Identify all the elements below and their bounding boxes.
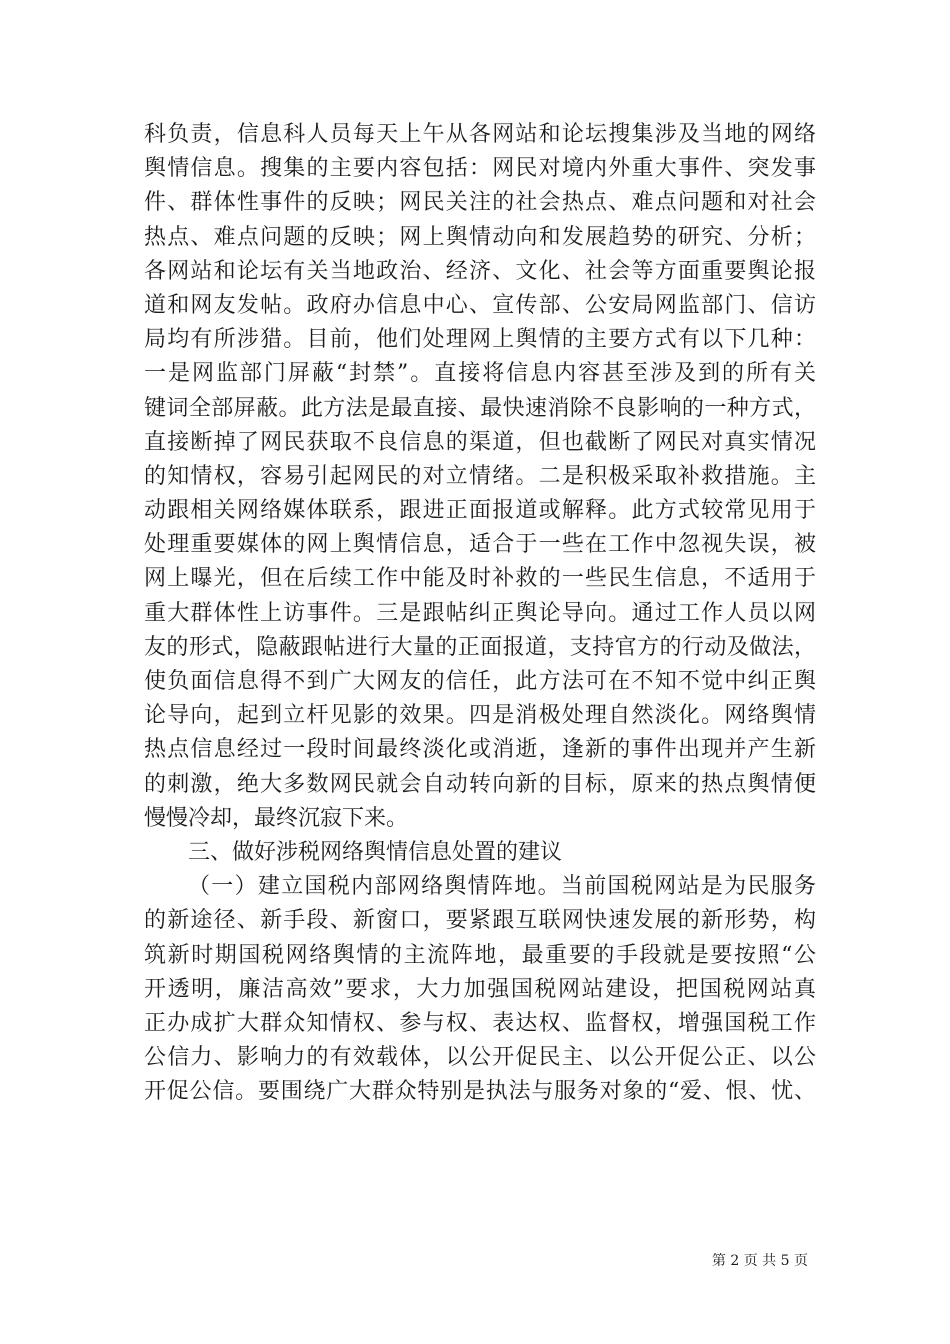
text-line: 的新途径、新手段、新窗口，要紧跟互联网快速发展的新形势，构 (144, 908, 816, 934)
text-line: 道和网友发帖。政府办信息中心、宣传部、公安局网监部门、信访 (144, 292, 816, 318)
text-line: 公信力、影响力的有效载体，以公开促民主、以公开促公正、以公 (144, 1045, 816, 1071)
text-line: 热点、难点问题的反映；网上舆情动向和发展趋势的研究、分析； (144, 224, 816, 250)
text-line: 开透明，廉洁高效”要求，大力加强国税网站建设，把国税网站真 (144, 976, 816, 1002)
text-line: 的知情权，容易引起网民的对立情绪。二是积极采取补救措施。主 (144, 463, 816, 489)
text-line: 科负责，信息科人员每天上午从各网站和论坛搜集涉及当地的网络 (144, 122, 816, 147)
text-line: 各网站和论坛有关当地政治、经济、文化、社会等方面重要舆论报 (144, 258, 816, 284)
text-line: 热点信息经过一段时间最终淡化或消逝，逢新的事件出现并产生新 (144, 737, 816, 763)
text-line: 处理重要媒体的网上舆情信息，适合于一些在工作中忽视失误，被 (144, 532, 816, 558)
text-line: 筑新时期国税网络舆情的主流阵地，最重要的手段就是要按照“公 (144, 942, 816, 968)
text-line: 网上曝光，但在后续工作中能及时补救的一些民生信息，不适用于 (144, 566, 816, 592)
text-line: 使负面信息得不到广大网友的信任，此方法可在不知不觉中纠正舆 (144, 669, 816, 694)
text-line: 直接断掉了网民获取不良信息的渠道，但也截断了网民对真实情况 (144, 429, 816, 455)
text-line: 论导向，起到立杆见影的效果。四是消极处理自然淡化。网络舆情 (144, 703, 816, 729)
text-line: 友的形式，隐蔽跟帖进行大量的正面报道，支持官方的行动及做法， (144, 634, 816, 660)
text-line: 件、群体性事件的反映；网民关注的社会热点、难点问题和对社会 (144, 190, 816, 216)
text-line: 舆情信息。搜集的主要内容包括：网民对境内外重大事件、突发事 (144, 156, 816, 182)
text-line: 局均有所涉猎。目前，他们处理网上舆情的主要方式有以下几种： (144, 327, 816, 353)
text-line: 动跟相关网络媒体联系，跟进正面报道或解释。此方式较常见用于 (144, 498, 816, 524)
body-text (144, 118, 816, 1109)
page-number: 第 2 页 共 5 页 (711, 1253, 808, 1269)
text-line: 一是网监部门屏蔽“封禁”。直接将信息内容甚至涉及到的所有关 (144, 361, 816, 387)
text-line: 键词全部屏蔽。此方法是最直接、最快速消除不良影响的一种方式， (144, 395, 816, 421)
text-line: （一）建立国税内部网络舆情阵地。当前国税网站是为民服务 (188, 874, 816, 900)
section-heading: 三、做好涉税网络舆情信息处置的建议 (188, 839, 563, 865)
text-line: 正办成扩大群众知情权、参与权、表达权、监督权，增强国税工作 (144, 1010, 816, 1036)
text-line: 重大群体性上访事件。三是跟帖纠正舆论导向。通过工作人员以网 (144, 600, 816, 626)
text-line: 慢慢冷却，最终沉寂下来。 (144, 805, 409, 831)
text-line: 开促公信。要围绕广大群众特别是执法与服务对象的“爱、恨、忧、 (144, 1079, 816, 1105)
text-line: 的刺激，绝大多数网民就会自动转向新的目标，原来的热点舆情便 (144, 771, 816, 797)
